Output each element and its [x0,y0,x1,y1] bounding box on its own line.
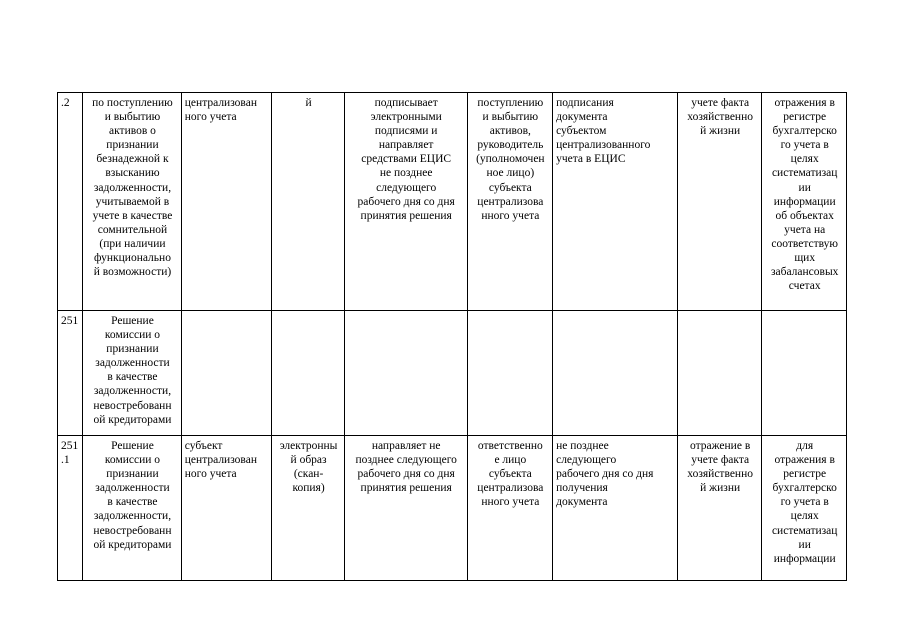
purpose-cell: учете факта хозяйственно й жизни [677,93,762,311]
table-row [58,93,847,311]
responsible-cell: поступлению и выбытию активов, руководитель (уполномочен ное лицо) субъекта централизова нного учета [467,93,553,311]
document-name-cell: по поступлению и выбытию активов о признании безнадежной к взысканию задолженности, учитываемой в учете в качестве сомнительной (при наличии функционально й возможности) [83,93,182,311]
row-number-cell: 251 .1 [58,436,83,581]
register-cell [762,311,847,436]
table-row [58,311,847,436]
deadline-cell [553,311,678,436]
deadline-cell: подписания документа субъектом централизованного учета в ЕЦИС [553,93,678,311]
purpose-cell [677,311,762,436]
form-cell: й [272,93,344,311]
table-row [58,436,847,581]
form-cell [272,311,344,436]
purpose-cell: отражение в учете факта хозяйственно й жизни [677,436,762,581]
form-cell: электронны й образ (скан- копия) [272,436,344,581]
responsible-cell [467,311,553,436]
creator-cell: субъект централизован ного учета [181,436,272,581]
row-number-cell: .2 [58,93,83,311]
procedure-cell: направляет не позднее следующего рабочего дня со дня принятия решения [344,436,467,581]
register-cell: для отражения в регистре бухгалтерско го учета в целях систематизац ии информации [762,436,847,581]
procedure-cell: подписывает электронными подписями и направляет средствами ЕЦИС не позднее следующего рабочего дня со дня принятия решения [344,93,467,311]
deadline-cell: не позднее следующего рабочего дня со дня получения документа [553,436,678,581]
procedure-cell [344,311,467,436]
register-cell: отражения в регистре бухгалтерско го учета в целях систематизац ии информации об объектах учета на соответствую щих забалансовых счетах [762,93,847,311]
row-number-cell: 251 [58,311,83,436]
responsible-cell: ответственно е лицо субъекта централизова нного учета [467,436,553,581]
creator-cell: централизован ного учета [181,93,272,311]
document-name-cell: Решение комиссии о признании задолженности в качестве задолженности, невостребованн ой кредиторами [83,311,182,436]
creator-cell [181,311,272,436]
document-table [57,92,847,581]
document-name-cell: Решение комиссии о признании задолженности в качестве задолженности, невостребованн ой кредиторами [83,436,182,581]
